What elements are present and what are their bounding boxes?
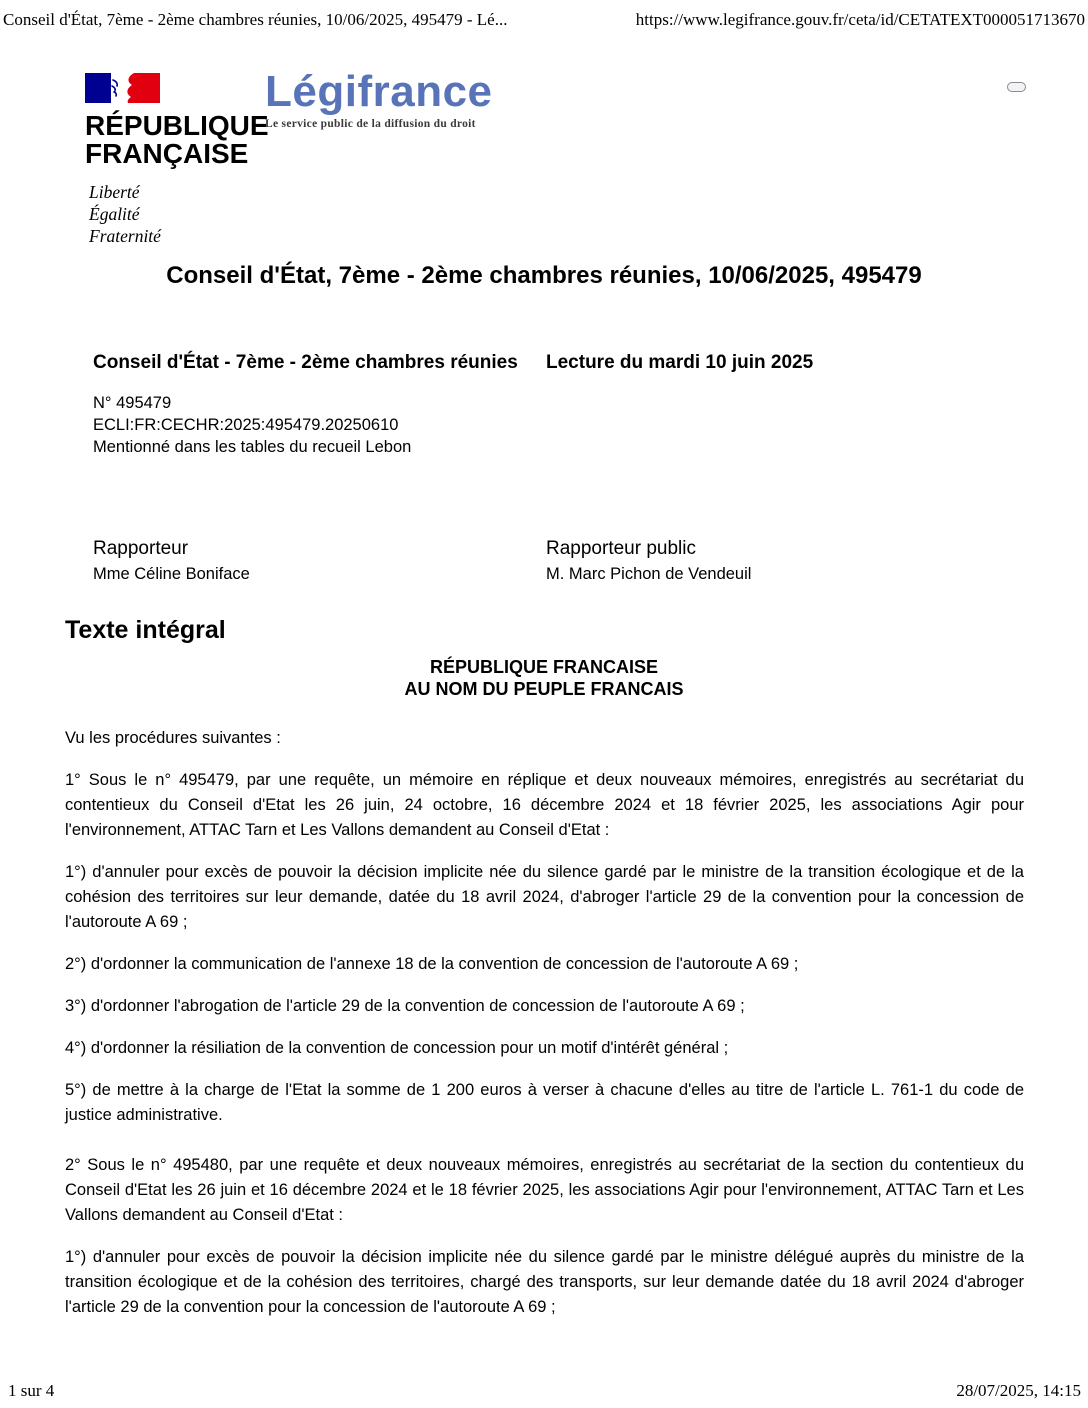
heading-au-nom-du-peuple: AU NOM DU PEUPLE FRANCAIS [404,678,684,699]
decision-metadata [93,347,1024,458]
case-identifiers [93,392,546,458]
republique-francaise-logo [85,73,275,247]
rapporteur-block [93,537,546,585]
republic-motto [89,181,275,247]
ecli-identifier: ECLI:FR:CECHR:2025:495479.20250610 [93,416,399,434]
decision-paragraph: 5°) de mettre à la charge de l'Etat la somme de 1 200 euros à verser à chacune d'elles au titre de l'article L. 761-1 du code de justice administrative. [65,1081,1024,1124]
print-footer [8,1381,1081,1401]
print-header-url: https://www.legifrance.gouv.fr/ceta/id/CETATEXT000051713670 [635,10,1085,29]
republic-name [85,112,275,168]
rapporteur-public-name: M. Marc Pichon de Vendeuil [546,565,752,583]
court-name: Conseil d'État - 7ème - 2ème chambres réunies [93,352,518,373]
decision-paragraph: 4°) d'ordonner la résiliation de la convention de concession pour un motif d'intérêt général ; [65,1039,729,1057]
motto-egalite: Égalité [89,204,140,224]
print-header [3,10,1085,30]
publication-status: Mentionné dans les tables du recueil Lebon [93,438,412,456]
print-header-title: Conseil d'État, 7ème - 2ème chambres réunies, 10/06/2025, 495479 - Lé... [3,10,508,29]
legifrance-wordmark: Légifrance [265,67,493,116]
decision-paragraph: 1°) d'annuler pour excès de pouvoir la décision implicite née du silence gardé par le ministre de la transition écologique et de la cohésion des territoires sur leur demande, datée du 18 avril 2024, d'abroger l'article 29 de la convention pour la concession de l'autoroute A 69 ; [65,863,1024,931]
republic-heading [0,657,1088,700]
republic-name-line1: RÉPUBLIQUE [85,110,269,141]
motto-fraternite: Fraternité [89,226,161,246]
decision-paragraph: 2° Sous le n° 495480, par une requête et deux nouveaux mémoires, enregistrés au secrétariat de la section du contentieux du Conseil d'Etat les 26 juin et 16 décembre 2024 et le 18 février 2025, les associations Agir pour l'environnement, ATTAC Tarn et Les Vallons demandent au Conseil d'Etat : [65,1156,1024,1224]
page-indicator: 1 sur 4 [8,1381,55,1400]
decision-paragraph: 3°) d'ordonner l'abrogation de l'article 29 de la convention de concession de l'autoroute A 69 ; [65,997,745,1015]
legifrance-tagline: Le service public de la diffusion du droit [265,118,476,130]
case-number: N° 495479 [93,394,172,412]
heading-republique-francaise: RÉPUBLIQUE FRANCAISE [429,657,658,677]
republic-name-line2: FRANÇAISE [85,138,249,169]
section-title-texte-integral: Texte intégral [65,616,226,644]
rapporteurs-section [93,537,1024,585]
marianne-flag-icon [85,73,160,103]
metadata-left-column [93,347,546,458]
rapporteur-public-block [546,537,1024,585]
rapporteur-public-label: Rapporteur public [546,538,696,559]
decision-paragraph: 2°) d'ordonner la communication de l'annexe 18 de la convention de concession de l'autoroute A 69 ; [65,955,799,973]
legifrance-logo [265,68,493,130]
motto-liberte: Liberté [89,182,140,202]
decision-paragraph: Vu les procédures suivantes : [65,729,281,747]
metadata-right-column [546,347,1024,458]
print-timestamp: 28/07/2025, 14:15 [956,1381,1081,1400]
rapporteur-label: Rapporteur [93,538,189,559]
decision-paragraph: 1° Sous le n° 495479, par une requête, un mémoire en réplique et deux nouveaux mémoires, enregistrés au secrétariat du contentieux du Conseil d'Etat les 26 juin, 24 octobre, 16 décembre 2024 et 18 février 2025, les associations Agir pour l'environnement, ATTAC Tarn et Les Vallons demandent au Conseil d'Etat : [65,771,1024,839]
collapsed-widget-button[interactable] [1007,82,1026,92]
decision-paragraph: 1°) d'annuler pour excès de pouvoir la décision implicite née du silence gardé par le ministre délégué auprès du ministre de la transition écologique et de la cohésion des territoires, chargé des transports, sur leur demande datée du 18 avril 2024 d'abroger l'article 29 de la convention pour la concession de l'autoroute A 69 ; [65,1248,1024,1316]
decision-body [65,726,1024,1337]
reading-date: Lecture du mardi 10 juin 2025 [546,352,814,373]
rapporteur-name: Mme Céline Boniface [93,565,250,583]
decision-title: Conseil d'État, 7ème - 2ème chambres réunies, 10/06/2025, 495479 [166,262,922,289]
